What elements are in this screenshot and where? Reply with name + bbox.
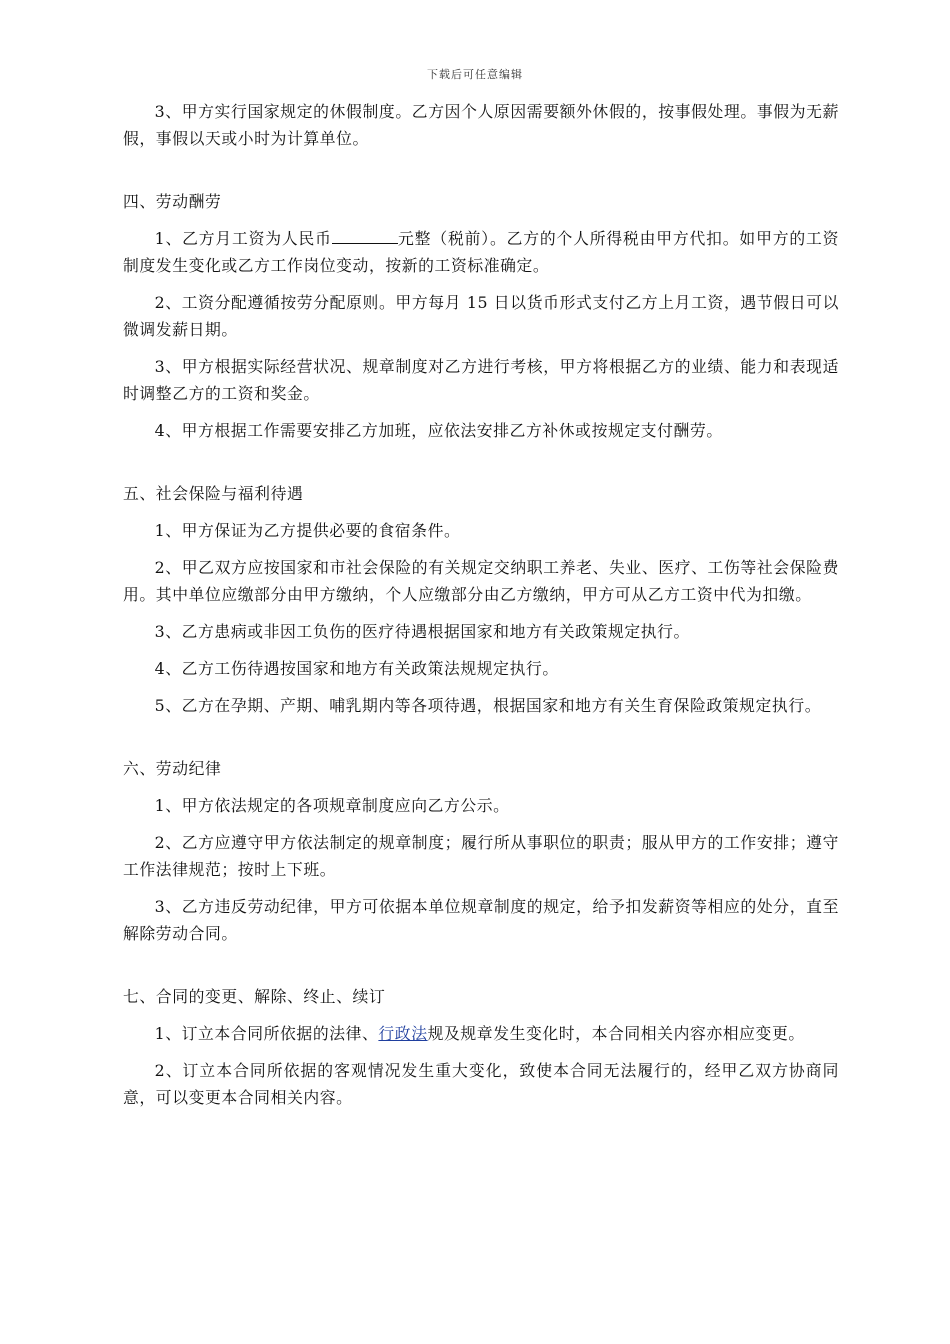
page-header-note: 下载后可任意编辑 bbox=[427, 68, 523, 81]
paragraph-insurance-fees: 2、甲乙双方应按国家和市社会保险的有关规定交纳职工养老、失业、医疗、工伤等社会保险费用。其中单位应缴部分由甲方缴纳，个人应缴部分由乙方缴纳，甲方可从乙方工资中代为扣缴。 bbox=[123, 558, 839, 604]
paragraph-employee-obligations: 2、乙方应遵守甲方依法制定的规章制度；履行所从事职位的职责；服从甲方的工作安排；遵守工作法律规范；按时上下班。 bbox=[123, 833, 839, 879]
salary-text-after: 元整（税前）。乙方的个人所得税由甲方代扣。如甲方的工资制度发生变化或乙方工作岗位变动，按新的工资标准确定。 bbox=[123, 229, 839, 275]
section-heading-social-insurance: 五、社会保险与福利待遇 bbox=[123, 484, 304, 503]
section-heading-contract-changes: 七、合同的变更、解除、终止、续订 bbox=[123, 987, 386, 1006]
section-contract-changes bbox=[123, 983, 839, 1111]
paragraph-discipline-violation: 3、乙方违反劳动纪律，甲方可依据本单位规章制度的规定，给予扣发薪资等相应的处分，直至解除劳动合同。 bbox=[123, 897, 839, 943]
section-rest-policy bbox=[123, 98, 839, 152]
paragraph-pay-distribution: 2、工资分配遵循按劳分配原则。甲方每月 15 日以货币形式支付乙方上月工资，遇节假日可以微调发薪日期。 bbox=[123, 293, 839, 339]
paragraph-overtime: 4、甲方根据工作需要安排乙方加班，应依法安排乙方补休或按规定支付酬劳。 bbox=[154, 421, 723, 440]
paragraph-leave-policy: 3、甲方实行国家规定的休假制度。乙方因个人原因需要额外休假的，按事假处理。事假为无薪假，事假以天或小时为计算单位。 bbox=[123, 102, 839, 148]
paragraph-room-board: 1、甲方保证为乙方提供必要的食宿条件。 bbox=[154, 521, 461, 540]
section-heading-labor-discipline: 六、劳动纪律 bbox=[123, 759, 222, 778]
section-remuneration bbox=[123, 188, 839, 444]
document-body bbox=[123, 98, 839, 1121]
paragraph-rules-publicity: 1、甲方依法规定的各项规章制度应向乙方公示。 bbox=[154, 796, 510, 815]
paragraph-illness-treatment: 3、乙方患病或非因工负伤的医疗待遇根据国家和地方有关政策规定执行。 bbox=[154, 622, 690, 641]
salary-amount-blank bbox=[332, 227, 398, 244]
section-labor-discipline bbox=[123, 755, 839, 947]
section-social-insurance bbox=[123, 480, 839, 719]
paragraph-maternity: 5、乙方在孕期、产期、哺乳期内等各项待遇，根据国家和地方有关生育保险政策规定执行。 bbox=[154, 696, 822, 715]
paragraph-work-injury: 4、乙方工伤待遇按国家和地方有关政策法规规定执行。 bbox=[154, 659, 559, 678]
paragraph-objective-changes: 2、订立本合同所依据的客观情况发生重大变化，致使本合同无法履行的，经甲乙双方协商同意，可以变更本合同相关内容。 bbox=[123, 1061, 839, 1107]
paragraph-law-changes bbox=[123, 1020, 839, 1047]
section-heading-remuneration: 四、劳动酬劳 bbox=[123, 192, 222, 211]
law-changes-text-after: 规及规章发生变化时，本合同相关内容亦相应变更。 bbox=[427, 1024, 805, 1043]
salary-text-before: 1、乙方月工资为人民币 bbox=[154, 229, 332, 248]
paragraph-monthly-salary bbox=[123, 225, 839, 279]
administrative-law-link[interactable]: 行政法 bbox=[378, 1024, 428, 1043]
paragraph-performance-review: 3、甲方根据实际经营状况、规章制度对乙方进行考核，甲方将根据乙方的业绩、能力和表现适时调整乙方的工资和奖金。 bbox=[123, 357, 839, 403]
law-changes-text-before: 1、订立本合同所依据的法律、 bbox=[154, 1024, 379, 1043]
